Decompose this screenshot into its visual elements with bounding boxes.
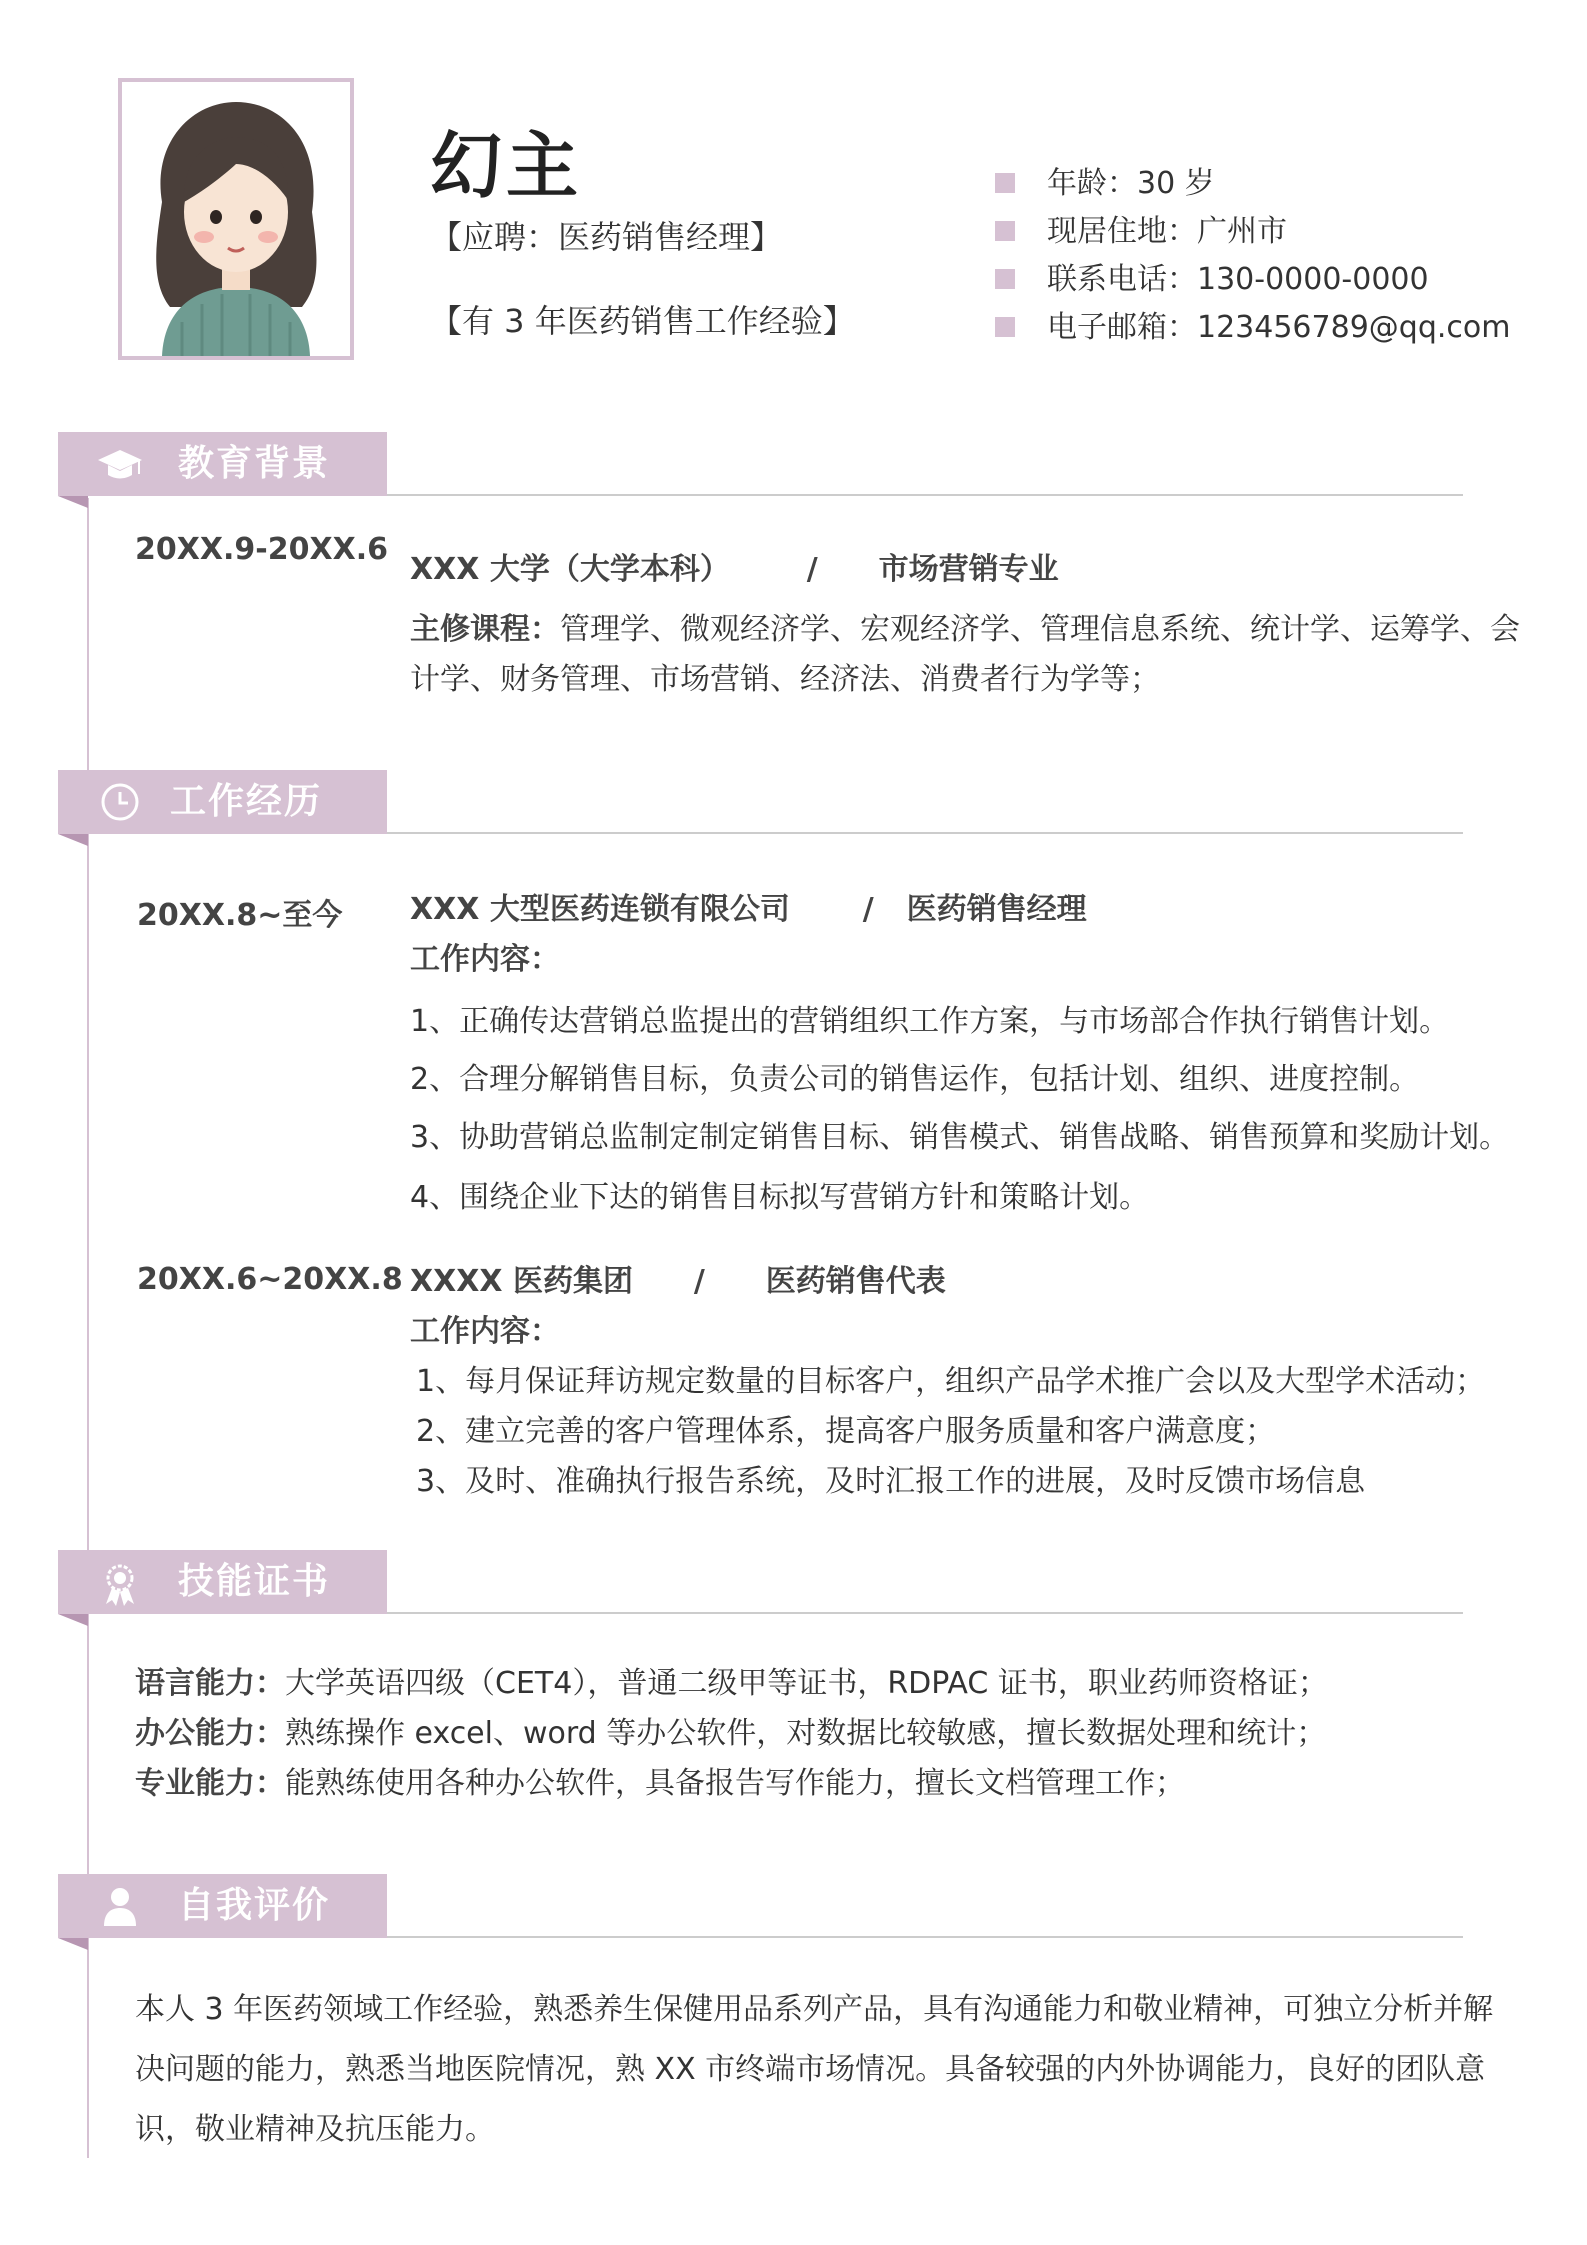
- candidate-name: 幻主: [430, 124, 583, 208]
- section-divider: [387, 1936, 1463, 1938]
- job-2-content-label: 工作内容：: [410, 1314, 560, 1349]
- applied-position: 【应聘：医药销售经理】: [430, 218, 783, 256]
- job-2-item-1: 1、每月保证拜访规定数量的目标客户，组织产品学术推广会以及大型学术活动；: [416, 1364, 1486, 1399]
- job-1-content-label: 工作内容：: [410, 942, 560, 977]
- company-name: XXXX 医药集团: [410, 1264, 633, 1299]
- section-divider: [387, 494, 1463, 496]
- job-2-item-3: 3、及时、准确执行报告系统，及时汇报工作的进展，及时反馈市场信息: [416, 1464, 1366, 1499]
- self-eval-line-2: 决问题的能力，熟悉当地医院情况，熟 XX 市终端市场情况。具备较强的内外协调能力，良好的团队意: [135, 2052, 1486, 2087]
- courses-label: 主修课程：: [410, 612, 560, 647]
- section-fold: [58, 1938, 88, 1950]
- job-2-date: 20XX.6~20XX.8: [137, 1262, 403, 1297]
- clock-icon: [98, 782, 142, 822]
- self-eval-line-3: 识，敬业精神及抗压能力。: [135, 2112, 495, 2147]
- bullet-square-icon: [995, 173, 1015, 193]
- major-name: 市场营销专业: [878, 552, 1059, 587]
- education-date: 20XX.9-20XX.6: [135, 532, 389, 567]
- section-fold: [58, 496, 88, 508]
- education-school-line: [410, 544, 1059, 588]
- separator: /: [693, 1264, 705, 1299]
- separator: /: [806, 552, 818, 587]
- award-ribbon-icon: [98, 1562, 142, 1602]
- courses-line-2: 计学、财务管理、市场营销、经济法、消费者行为学等；: [410, 662, 1160, 697]
- bullet-square-icon: [995, 221, 1015, 241]
- graduation-cap-icon: [98, 444, 142, 484]
- skill-professional: 专业能力：能熟练使用各种办公软件，具备报告写作能力，擅长文档管理工作；: [135, 1766, 1185, 1801]
- skill-office: 办公能力：熟练操作 excel、word 等办公软件，对数据比较敏感，擅长数据处理和统计；: [135, 1716, 1327, 1751]
- role-name: 医药销售经理: [906, 892, 1087, 927]
- section-header-education: 教育背景: [58, 432, 387, 496]
- job-2-title-line: [410, 1256, 946, 1300]
- job-1-item-2: 2、合理分解销售目标，负责公司的销售运作，包括计划、组织、进度控制。: [410, 1062, 1420, 1097]
- section-header-self-eval: 自我评价: [58, 1874, 387, 1938]
- bullet-square-icon: [995, 317, 1015, 337]
- job-1-title-line: [410, 884, 1087, 928]
- section-header-work: 工作经历: [58, 770, 387, 834]
- self-eval-line-1: 本人 3 年医药领域工作经验，熟悉养生保健用品系列产品，具有沟通能力和敬业精神，可独立分析并解: [135, 1992, 1494, 2027]
- role-name: 医药销售代表: [765, 1264, 946, 1299]
- section-fold: [58, 834, 88, 846]
- experience-summary: 【有 3 年医药销售工作经验】: [430, 302, 855, 340]
- person-icon: [98, 1886, 142, 1926]
- skill-language: 语言能力：大学英语四级（CET4），普通二级甲等证书，RDPAC 证书，职业药师资格证；: [135, 1666, 1328, 1701]
- bullet-square-icon: [995, 269, 1015, 289]
- section-header-skills: 技能证书: [58, 1550, 387, 1614]
- separator: /: [862, 892, 874, 927]
- courses-line-1: 主修课程：管理学、微观经济学、宏观经济学、管理信息系统、统计学、运筹学、会: [410, 612, 1520, 647]
- job-1-date: 20XX.8~至今: [137, 898, 343, 933]
- profile-photo: [118, 78, 354, 360]
- job-1-item-4: 4、围绕企业下达的销售目标拟写营销方针和策略计划。: [410, 1180, 1150, 1215]
- job-1-item-3: 3、协助营销总监制定制定销售目标、销售模式、销售战略、销售预算和奖励计划。: [410, 1120, 1510, 1155]
- section-divider: [387, 1612, 1463, 1614]
- avatar-illustration: [122, 82, 350, 356]
- section-divider: [387, 832, 1463, 834]
- school-name: XXX 大学（大学本科）: [410, 552, 730, 587]
- company-name: XXX 大型医药连锁有限公司: [410, 892, 790, 927]
- job-1-item-1: 1、正确传达营销总监提出的营销组织工作方案，与市场部合作执行销售计划。: [410, 1004, 1450, 1039]
- section-fold: [58, 1614, 88, 1626]
- job-2-item-2: 2、建立完善的客户管理体系，提高客户服务质量和客户满意度；: [416, 1414, 1276, 1449]
